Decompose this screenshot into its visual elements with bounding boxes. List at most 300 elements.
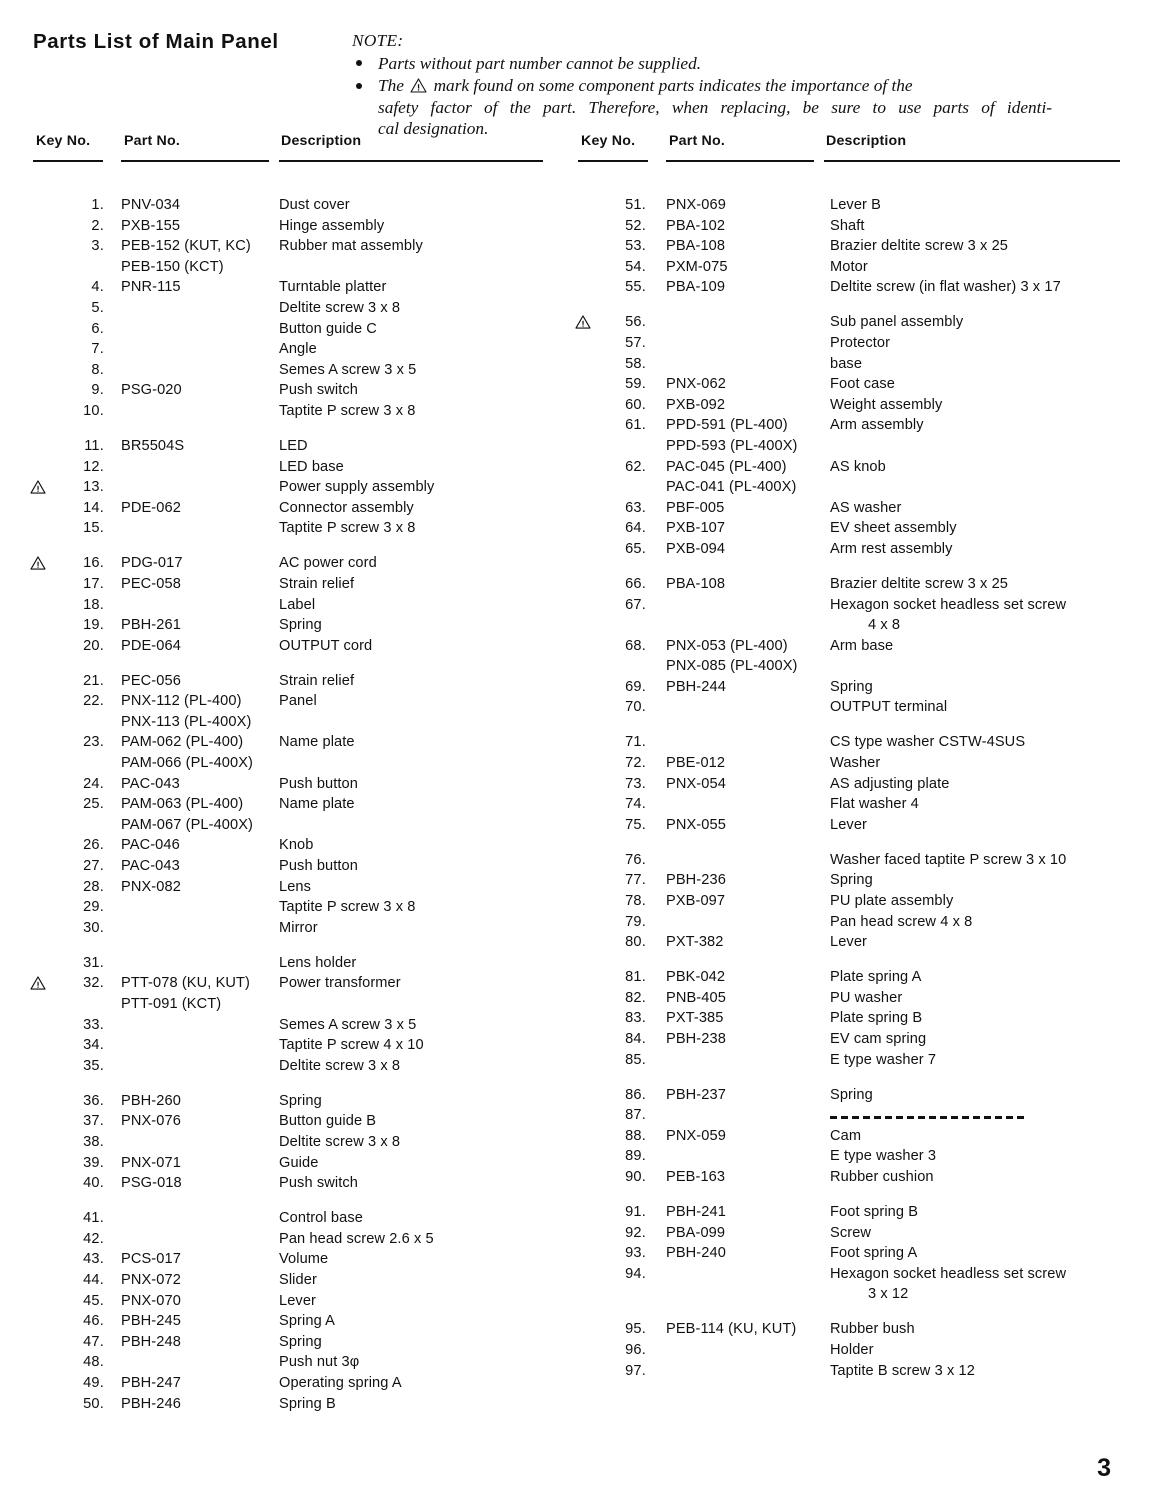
part-no-cell: PEB-163 — [666, 1168, 726, 1185]
table-row — [33, 1231, 543, 1252]
table-row — [33, 1210, 543, 1231]
description-cell: Brazier deltite screw 3 x 25 — [830, 238, 1008, 255]
part-no-cell: PXB-094 — [666, 540, 726, 557]
description-cell: Washer faced taptite P screw 3 x 10 — [830, 851, 1067, 868]
note-item-2-a: mark found on some component parts indicates the importance of the — [433, 76, 913, 96]
key-no-cell: 77. — [625, 872, 646, 889]
key-no-cell: 29. — [83, 899, 104, 916]
description-cell: AC power cord — [279, 555, 377, 572]
key-no-cell: 44. — [83, 1271, 104, 1288]
parts-table-left — [33, 133, 543, 1416]
description-cell: Plate spring A — [830, 969, 922, 986]
part-no-cell: PNX-062 — [666, 376, 726, 393]
key-no-cell: 19. — [83, 617, 104, 634]
description-cell: Lens holder — [279, 954, 357, 971]
key-no-cell: 6. — [91, 320, 104, 337]
table-row — [578, 376, 1118, 397]
key-no-cell: 82. — [625, 989, 646, 1006]
part-no-cell: PNX-072 — [121, 1271, 181, 1288]
table-row — [33, 1272, 543, 1293]
table-row — [578, 1031, 1118, 1052]
description-cell: Mirror — [279, 919, 318, 936]
parts-table-right — [578, 133, 1118, 1383]
key-no-cell: 16. — [83, 555, 104, 572]
description-cell: Foot spring B — [830, 1203, 919, 1220]
description-cell: Power supply assembly — [279, 479, 435, 496]
key-no-cell: 84. — [625, 1031, 646, 1047]
part-no-cell: PBA-109 — [666, 279, 726, 296]
description-cell: Angle — [279, 341, 317, 358]
part-no-cell: PBH-244 — [666, 678, 726, 695]
description-cell: Sub panel assembly — [830, 314, 964, 331]
description-cell: base — [830, 355, 863, 372]
table-row — [33, 1155, 543, 1176]
key-no-cell: 21. — [83, 672, 104, 689]
description-cell: Protector — [830, 334, 891, 351]
description-cell: Spring A — [279, 1313, 335, 1330]
description-cell: Spring — [830, 872, 873, 889]
table-row — [33, 597, 543, 618]
table-row — [578, 990, 1118, 1011]
table-row — [578, 459, 1118, 480]
table-row — [33, 975, 543, 996]
table-row — [578, 541, 1118, 576]
table-row — [33, 996, 543, 1017]
table-row — [33, 755, 543, 776]
column-header-description: Description — [826, 133, 907, 149]
part-no-cell: PBH-247 — [121, 1374, 181, 1391]
table-row — [33, 1334, 543, 1355]
description-cell: Holder — [830, 1341, 874, 1358]
key-no-cell: 63. — [625, 499, 646, 516]
description-cell: Connector assembly — [279, 499, 414, 516]
bullet-icon — [356, 83, 362, 89]
key-no-cell: 26. — [83, 837, 104, 854]
note-label: NOTE: — [352, 31, 404, 50]
key-no-cell: 7. — [91, 341, 104, 358]
description-cell: Lens — [279, 878, 312, 895]
key-no-cell: 42. — [83, 1230, 104, 1247]
key-no-cell: 79. — [625, 913, 646, 930]
part-no-cell: PEB-152 (KUT, KC) — [121, 238, 251, 255]
description-cell: Foot spring A — [830, 1245, 918, 1262]
table-row — [578, 520, 1118, 541]
description-cell: Strain relief — [279, 672, 355, 689]
table-row — [33, 1017, 543, 1038]
part-no-cell: PNX-076 — [121, 1113, 181, 1130]
key-no-cell: 30. — [83, 919, 104, 936]
key-no-cell: 71. — [625, 734, 646, 751]
description-cell: Taptite P screw 3 x 8 — [279, 899, 416, 916]
description-cell: Deltite screw 3 x 8 — [279, 1133, 401, 1150]
part-no-cell: PNB-405 — [666, 989, 726, 1006]
column-header-part-no: Part No. — [669, 133, 725, 149]
table-row — [578, 817, 1118, 852]
description-cell: Power transformer — [279, 975, 401, 992]
description-cell: Rubber bush — [830, 1321, 915, 1338]
table-row — [578, 356, 1118, 377]
warning-triangle-icon — [30, 556, 48, 572]
key-no-cell: 78. — [625, 893, 646, 910]
part-no-cell: PNX-082 — [121, 878, 181, 895]
table-row — [33, 520, 543, 555]
header-rule-key — [578, 160, 648, 162]
table-row — [33, 1175, 543, 1210]
table-row — [578, 576, 1118, 597]
table-row — [578, 218, 1118, 239]
key-no-cell: 43. — [83, 1251, 104, 1268]
page-title: Parts List of Main Panel — [33, 30, 279, 53]
description-cell: Panel — [279, 693, 317, 710]
table-row — [578, 259, 1118, 280]
key-no-cell: 10. — [83, 402, 104, 419]
key-no-cell: 75. — [625, 816, 646, 833]
key-no-cell: 47. — [83, 1333, 104, 1350]
part-no-cell: PBA-108 — [666, 575, 726, 592]
description-cell: LED — [279, 437, 308, 454]
key-no-cell: 23. — [83, 734, 104, 751]
table-row — [578, 417, 1118, 438]
table-row — [578, 914, 1118, 935]
key-no-cell: 57. — [625, 334, 646, 351]
description-cell: Spring — [279, 1333, 322, 1350]
description-cell: Deltite screw 3 x 8 — [279, 299, 401, 316]
part-no-cell: BR5504S — [121, 437, 185, 454]
key-no-cell: 93. — [625, 1245, 646, 1262]
description-cell: Push button — [279, 858, 358, 875]
description-cell: Operating spring A — [279, 1374, 402, 1391]
description-cell: Turntable platter — [279, 279, 387, 296]
table-header-left — [33, 133, 543, 160]
note-item-2-line-2: safety factor of the part. Therefore, when replacing, be sure to use parts of identi- — [378, 97, 1052, 117]
table-row — [33, 576, 543, 597]
key-no-cell: 96. — [625, 1341, 646, 1358]
key-no-cell: 70. — [625, 699, 646, 716]
description-cell: Taptite P screw 4 x 10 — [279, 1037, 424, 1054]
warning-triangle-icon — [30, 480, 48, 496]
part-no-cell: PNX-071 — [121, 1154, 181, 1171]
table-row — [33, 459, 543, 480]
table-row — [578, 617, 1118, 638]
table-row — [33, 362, 543, 383]
table-row — [578, 479, 1118, 500]
table-row — [33, 321, 543, 342]
description-cell: E type washer 7 — [830, 1051, 937, 1068]
part-no-cell: PAM-063 (PL-400) — [121, 796, 244, 813]
description-cell: Push switch — [279, 1175, 358, 1192]
part-no-cell: PAM-067 (PL-400X) — [121, 816, 254, 833]
key-no-cell: 68. — [625, 637, 646, 654]
key-no-cell: 49. — [83, 1374, 104, 1391]
key-no-cell: 73. — [625, 775, 646, 792]
table-row — [578, 1087, 1118, 1108]
table-row — [33, 555, 543, 576]
description-cell: Push button — [279, 775, 358, 792]
table-row — [578, 699, 1118, 734]
description-cell: OUTPUT terminal — [830, 699, 948, 716]
key-no-cell: 3. — [91, 238, 104, 255]
table-row — [578, 1321, 1118, 1342]
table-row — [33, 1058, 543, 1093]
part-no-cell: PBH-248 — [121, 1333, 181, 1350]
table-row — [33, 858, 543, 879]
table-row — [578, 658, 1118, 679]
table-row — [578, 852, 1118, 873]
key-no-cell: 65. — [625, 540, 646, 557]
description-cell: Taptite B screw 3 x 12 — [830, 1362, 975, 1379]
description-cell: Arm rest assembly — [830, 540, 953, 557]
description-cell: Knob — [279, 837, 314, 854]
description-cell: Name plate — [279, 734, 355, 751]
table-row — [33, 673, 543, 694]
table-row — [578, 638, 1118, 659]
description-cell: Foot case — [830, 376, 895, 393]
key-no-cell: 11. — [84, 437, 104, 454]
part-no-cell: PAM-066 (PL-400X) — [121, 755, 254, 772]
part-no-cell: PBF-005 — [666, 499, 725, 516]
key-no-cell: 60. — [625, 396, 646, 413]
part-no-cell: PBK-042 — [666, 969, 726, 986]
description-cell: Weight assembly — [830, 396, 943, 413]
table-row — [33, 1113, 543, 1134]
part-no-cell: PAC-045 (PL-400) — [666, 458, 787, 475]
key-no-cell: 58. — [625, 355, 646, 372]
key-no-cell: 28. — [83, 878, 104, 895]
description-cell: Cam — [830, 1127, 862, 1144]
key-no-cell: 53. — [625, 238, 646, 255]
bullet-icon — [356, 60, 362, 66]
key-no-cell: 76. — [625, 851, 646, 868]
table-row — [578, 238, 1118, 259]
part-no-cell: PBA-108 — [666, 238, 726, 255]
key-no-cell: 13. — [83, 479, 104, 496]
key-no-cell: 14. — [83, 499, 104, 516]
table-row — [33, 403, 543, 438]
part-no-cell: PBE-012 — [666, 755, 726, 772]
note-item-2-line-1 — [378, 75, 1052, 97]
table-row — [33, 837, 543, 858]
key-no-cell: 87. — [625, 1107, 646, 1124]
description-cell: PU plate assembly — [830, 893, 954, 910]
part-no-cell: PNV-034 — [121, 197, 181, 213]
description-cell: PU washer — [830, 989, 903, 1006]
description-cell: Deltite screw 3 x 8 — [279, 1057, 401, 1074]
note-item-2 — [352, 75, 1052, 140]
part-no-cell: PTT-091 (KCT) — [121, 996, 222, 1012]
part-no-cell: PSG-018 — [121, 1175, 182, 1192]
key-no-cell: 36. — [83, 1092, 104, 1109]
table-row — [578, 872, 1118, 893]
key-no-cell: 18. — [83, 596, 104, 613]
key-no-cell: 89. — [625, 1148, 646, 1165]
table-row — [33, 279, 543, 300]
description-cell: OUTPUT cord — [279, 637, 373, 654]
dashed-placeholder-line — [830, 1116, 1026, 1119]
key-no-cell: 50. — [83, 1395, 104, 1412]
key-no-cell: 40. — [83, 1175, 104, 1192]
description-cell: Lever — [830, 816, 868, 833]
description-cell: Arm base — [830, 637, 894, 654]
key-no-cell: 34. — [83, 1037, 104, 1054]
key-no-cell: 62. — [625, 458, 646, 475]
key-no-cell: 24. — [83, 775, 104, 792]
table-row — [578, 197, 1118, 218]
table-row — [578, 1266, 1118, 1287]
key-no-cell: 2. — [91, 217, 104, 234]
table-row — [33, 734, 543, 755]
part-no-cell: PEB-150 (KCT) — [121, 258, 224, 275]
key-no-cell: 33. — [83, 1016, 104, 1033]
part-no-cell: PXT-385 — [666, 1010, 724, 1027]
key-no-cell: 12. — [83, 458, 104, 475]
table-row — [578, 1148, 1118, 1169]
part-no-cell: PXM-075 — [666, 258, 728, 275]
key-no-cell: 5. — [91, 299, 104, 316]
key-no-cell: 22. — [83, 693, 104, 710]
part-no-cell: PNX-069 — [666, 197, 726, 213]
part-no-cell: PNX-054 — [666, 775, 726, 792]
description-cell: Brazier deltite screw 3 x 25 — [830, 575, 1008, 592]
note-item-2-pre: The — [378, 76, 404, 96]
table-row — [33, 920, 543, 955]
column-header-key-no: Key No. — [36, 133, 91, 149]
part-no-cell: PXB-092 — [666, 396, 726, 413]
part-no-cell: PBH-246 — [121, 1395, 181, 1412]
table-body-left — [33, 197, 543, 1416]
description-cell: Deltite screw (in flat washer) 3 x 17 — [830, 279, 1061, 296]
part-no-cell: PBH-241 — [666, 1203, 726, 1220]
table-row — [33, 714, 543, 735]
part-no-cell: PPD-591 (PL-400) — [666, 417, 788, 434]
description-cell: Shaft — [830, 217, 865, 234]
key-no-cell: 61. — [625, 417, 646, 434]
key-no-cell: 67. — [625, 596, 646, 613]
part-no-cell: PXB-097 — [666, 893, 726, 910]
description-cell: Taptite P screw 3 x 8 — [279, 520, 416, 537]
warning-triangle-icon — [410, 78, 427, 93]
table-row — [33, 438, 543, 459]
part-no-cell: PAC-046 — [121, 837, 180, 854]
key-no-cell: 41. — [83, 1210, 104, 1227]
key-no-cell: 90. — [625, 1168, 646, 1185]
table-row — [33, 1134, 543, 1155]
part-no-cell: PAC-043 — [121, 858, 180, 875]
table-row — [578, 279, 1118, 314]
key-no-cell: 51. — [625, 197, 646, 213]
part-no-cell: PNR-115 — [121, 279, 181, 296]
table-row — [578, 776, 1118, 797]
column-header-key-no: Key No. — [581, 133, 636, 149]
description-cell: CS type washer CSTW-4SUS — [830, 734, 1026, 751]
key-no-cell: 74. — [625, 796, 646, 813]
key-no-cell: 94. — [625, 1265, 646, 1282]
description-cell: Hinge assembly — [279, 217, 385, 234]
key-no-cell: 81. — [625, 969, 646, 986]
part-no-cell: PBH-245 — [121, 1313, 181, 1330]
table-header-right — [578, 133, 1118, 160]
key-no-cell: 91. — [625, 1203, 646, 1220]
table-row — [33, 1354, 543, 1375]
table-row — [33, 1251, 543, 1272]
key-no-cell: 86. — [625, 1086, 646, 1103]
part-no-cell: PBH-240 — [666, 1245, 726, 1262]
description-cell: Strain relief — [279, 575, 355, 592]
key-no-cell: 15. — [83, 520, 104, 537]
note-item-1 — [352, 53, 1052, 75]
table-row — [33, 617, 543, 638]
part-no-cell: PNX-070 — [121, 1292, 181, 1309]
table-row — [578, 1169, 1118, 1204]
key-no-cell: 64. — [625, 520, 646, 537]
description-cell: E type washer 3 — [830, 1148, 937, 1165]
description-cell: EV sheet assembly — [830, 520, 957, 537]
description-cell: Washer — [830, 755, 881, 772]
table-row — [33, 259, 543, 280]
key-no-cell: 35. — [83, 1057, 104, 1074]
table-row — [33, 500, 543, 521]
table-body-right — [578, 197, 1118, 1383]
part-no-cell: PXB-107 — [666, 520, 726, 537]
part-no-cell: PNX-113 (PL-400X) — [121, 713, 252, 730]
key-no-cell: 8. — [91, 361, 104, 378]
key-no-cell: 52. — [625, 217, 646, 234]
table-row — [33, 899, 543, 920]
key-no-cell: 38. — [83, 1133, 104, 1150]
table-row — [578, 335, 1118, 356]
key-no-cell: 97. — [625, 1362, 646, 1379]
description-cell: Spring — [830, 1086, 873, 1103]
description-cell: AS knob — [830, 458, 886, 475]
description-cell: Label — [279, 596, 316, 613]
description-cell: Button guide C — [279, 320, 377, 337]
header-rules-right — [578, 160, 1118, 171]
description-cell: AS adjusting plate — [830, 775, 950, 792]
table-row — [33, 1293, 543, 1314]
part-no-cell: PAC-041 (PL-400X) — [666, 479, 797, 496]
header-rule-key — [33, 160, 103, 162]
description-cell: Rubber cushion — [830, 1168, 934, 1185]
description-cell: Spring — [830, 678, 873, 695]
description-cell: Lever — [830, 934, 868, 951]
part-no-cell: PDE-064 — [121, 637, 181, 654]
part-no-cell: PBH-236 — [666, 872, 726, 889]
table-row — [33, 796, 543, 817]
note-item-2-line-3: cal designation. — [378, 119, 489, 139]
description-cell: Semes A screw 3 x 5 — [279, 361, 417, 378]
table-row — [578, 893, 1118, 914]
description-cell: Arm assembly — [830, 417, 924, 434]
key-no-cell: 48. — [83, 1354, 104, 1371]
note-item-1-text: Parts without part number cannot be supplied. — [378, 53, 702, 73]
part-no-cell: PBH-260 — [121, 1092, 181, 1109]
description-cell: Button guide B — [279, 1113, 377, 1130]
part-no-cell: PPD-593 (PL-400X) — [666, 437, 798, 454]
table-row — [33, 197, 543, 218]
table-row — [578, 1342, 1118, 1363]
description-cell: LED base — [279, 458, 344, 475]
description-cell: Semes A screw 3 x 5 — [279, 1016, 417, 1033]
description-cell: Volume — [279, 1251, 329, 1268]
key-no-cell: 59. — [625, 376, 646, 393]
part-no-cell: PBH-237 — [666, 1086, 726, 1103]
table-row — [578, 1128, 1118, 1149]
description-cell: Guide — [279, 1154, 319, 1171]
part-no-cell: PBA-099 — [666, 1224, 726, 1241]
part-no-cell: PBH-238 — [666, 1031, 726, 1047]
key-no-cell: 56. — [625, 314, 646, 331]
table-row — [33, 341, 543, 362]
part-no-cell: PNX-112 (PL-400) — [121, 693, 242, 710]
